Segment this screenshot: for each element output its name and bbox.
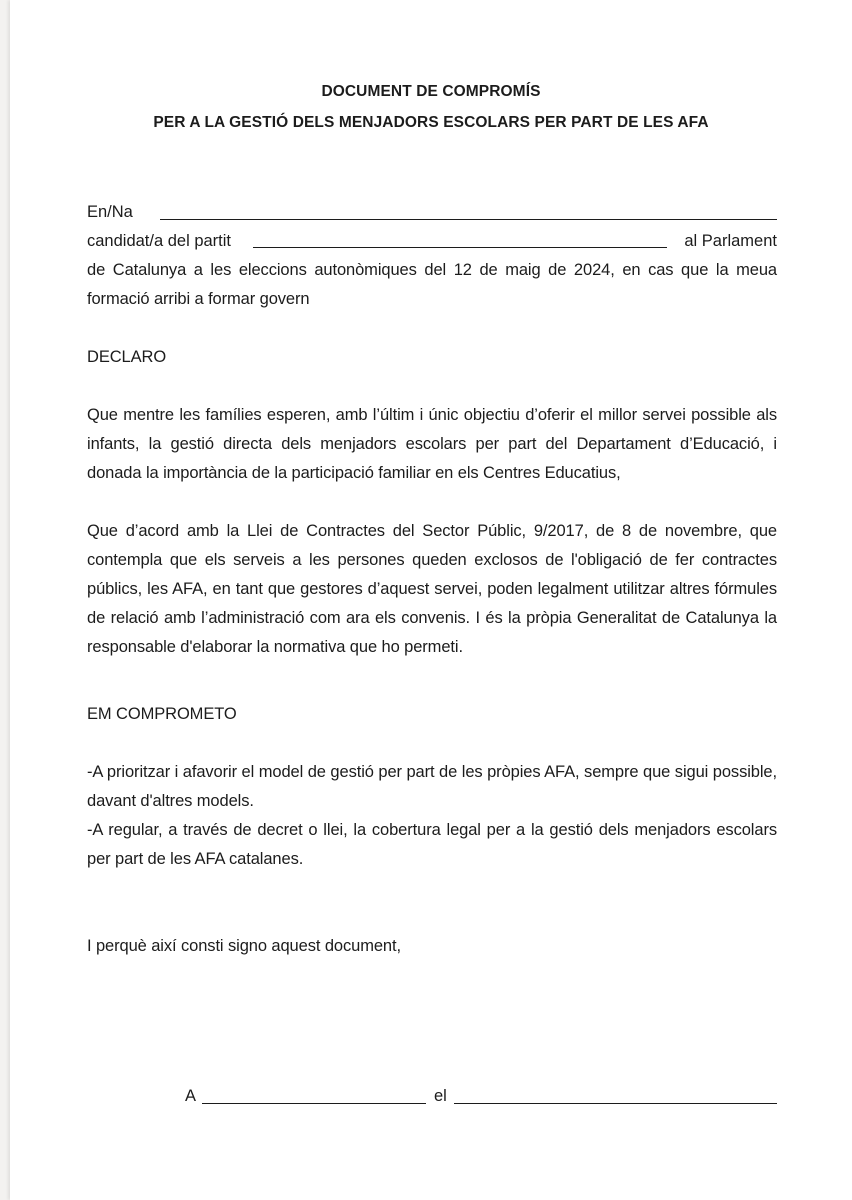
intro-paragraph: de Catalunya a les eleccions autonòmiques del 12 de maig de 2024, en cas que la meua formació arribi a formar govern: [87, 261, 777, 308]
candidate-label: candidat/a del partit: [87, 232, 232, 250]
place-label: A: [185, 1087, 197, 1105]
declaro-heading: DECLARO: [87, 348, 167, 366]
closing-statement: I perquè així consti signo aquest document,: [87, 937, 401, 955]
parliament-label: al Parlament: [684, 232, 777, 250]
name-blank-line: [160, 219, 777, 220]
document-subtitle: PER A LA GESTIÓ DELS MENJADORS ESCOLARS PER PART DE LES AFA: [153, 114, 709, 131]
document-title: DOCUMENT DE COMPROMÍS: [321, 83, 541, 100]
paragraph-1: Que mentre les famílies esperen, amb l’últim i únic objectiu d’oferir el millor servei possible als infants, la gestió directa dels menjadors escolars per part del Departament d’Educació, i donada la importància de la participació familiar en els Centres Educatius,: [87, 406, 777, 482]
commitment-2: -A regular, a través de decret o llei, la cobertura legal per a la gestió dels menjadors escolars per part de les AFA catalanes.: [87, 821, 777, 868]
date-blank-line: [454, 1103, 777, 1104]
name-label: En/Na: [87, 203, 133, 221]
place-blank-line: [202, 1103, 426, 1104]
party-blank-line: [253, 247, 667, 248]
document-page: [10, 0, 852, 1200]
em-comprometo-heading: EM COMPROMETO: [87, 705, 237, 723]
date-label: el: [434, 1087, 447, 1105]
paragraph-2: Que d’acord amb la Llei de Contractes del Sector Públic, 9/2017, de 8 de novembre, que contempla que els serveis a les persones queden exclosos de l'obligació de fer contractes públics, les AFA, en tant que gestores d’aquest servei, poden legalment utilitzar altres fórmules de relació amb l’administració com ara els convenis. I és la pròpia Generalitat de Catalunya la responsable d'elaborar la normativa que ho permeti.: [87, 522, 777, 656]
commitment-1: -A prioritzar i afavorir el model de gestió per part de les pròpies AFA, sempre que sigui possible, davant d'altres models.: [87, 763, 777, 810]
